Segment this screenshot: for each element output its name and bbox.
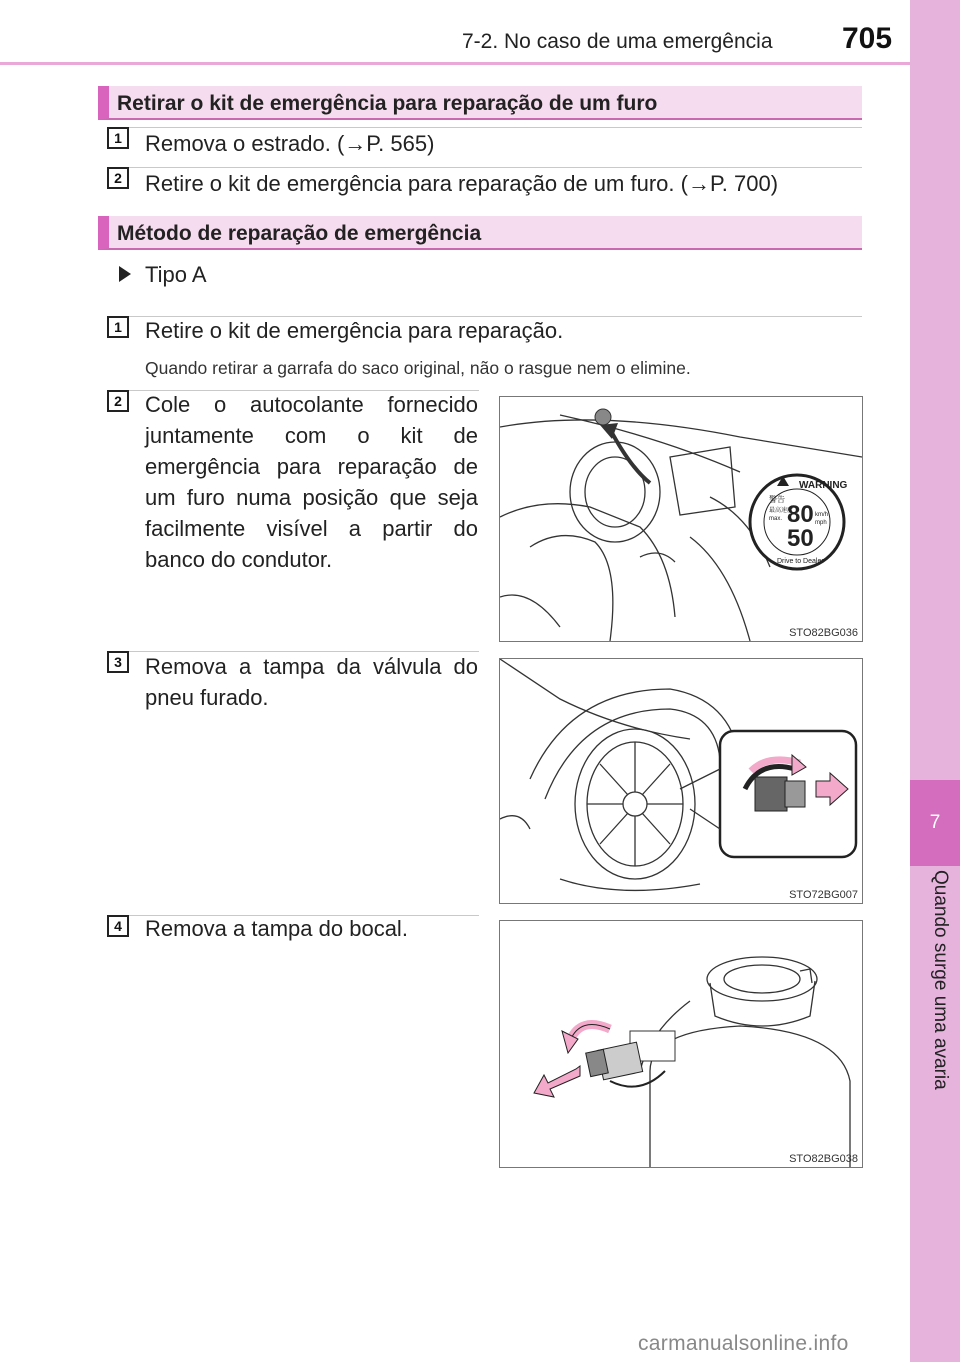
sticker-unit-kmh: km/h <box>815 512 829 518</box>
sticker-max-label: max. <box>769 516 783 522</box>
sticker-speed-mph: 50 <box>787 525 814 552</box>
sticker-warning-text: WARNING <box>799 480 847 491</box>
step-number-box: 1 <box>107 127 129 149</box>
section-heading-remove-kit <box>98 86 862 120</box>
figure-valve-cap <box>499 658 863 904</box>
chapter-number-tab[interactable]: 7 <box>910 780 960 866</box>
section-heading-text: Retirar o kit de emergência para reparação de um furo <box>117 92 658 115</box>
sticker-speed-kmh: 80 <box>787 501 814 528</box>
step-note: Quando retirar a garrafa do saco original, não o rasgue nem o elimine. <box>145 358 691 378</box>
triangle-bullet-icon <box>118 264 132 284</box>
speed-warning-sticker <box>747 472 847 572</box>
figure-caption: STO82BG038 <box>789 1153 858 1165</box>
bottle-illustration <box>500 921 862 1167</box>
step-number-box: 2 <box>107 167 129 189</box>
step-divider <box>129 127 862 128</box>
running-section-title: 7-2. No caso de uma emergência <box>462 30 773 53</box>
figure-caption: STO72BG007 <box>789 889 858 901</box>
step-text: Remova a tampa do bocal. <box>145 916 408 941</box>
sticker-bottom-text: Drive to Dealer <box>777 558 824 565</box>
tire-illustration <box>500 659 862 903</box>
step-number-box: 1 <box>107 316 129 338</box>
step-text: Retire o kit de emergência para reparação de um furo. (→P. 700) <box>145 171 779 196</box>
figure-nozzle-cap <box>499 920 863 1168</box>
chapter-title-vertical: Quando surge uma avaria <box>930 870 951 1090</box>
step-text: Cole o autocolante fornecido juntamente com o kit de emergência para reparação de um furo numa posição que seja facilmente visível a partir do banco do condutor. <box>145 392 478 572</box>
sticker-unit-mph: mph <box>815 520 827 526</box>
page-number: 705 <box>842 22 893 55</box>
header-rule <box>0 62 910 65</box>
step-text: Retire o kit de emergência para reparação. <box>145 318 564 343</box>
step-divider <box>129 167 862 168</box>
step-number-box: 4 <box>107 915 129 937</box>
sticker-jp-label: 警告 <box>769 495 785 504</box>
figure-dashboard-sticker <box>499 396 863 642</box>
step-text: Remova a tampa da válvula do pneu furado. <box>145 654 478 710</box>
type-label: Tipo A <box>145 262 207 287</box>
section-heading-repair-method <box>98 216 862 250</box>
step-number-box: 3 <box>107 651 129 673</box>
figure-caption: STO82BG036 <box>789 627 858 639</box>
section-heading-text: Método de reparação de emergência <box>117 222 482 245</box>
step-number-box: 2 <box>107 390 129 412</box>
sticker-jp-speed: 最高速度 <box>769 507 794 514</box>
step-text: Remova o estrado. (→P. 565) <box>145 131 435 156</box>
footer-watermark[interactable]: carmanualsonline.info <box>638 1332 849 1355</box>
